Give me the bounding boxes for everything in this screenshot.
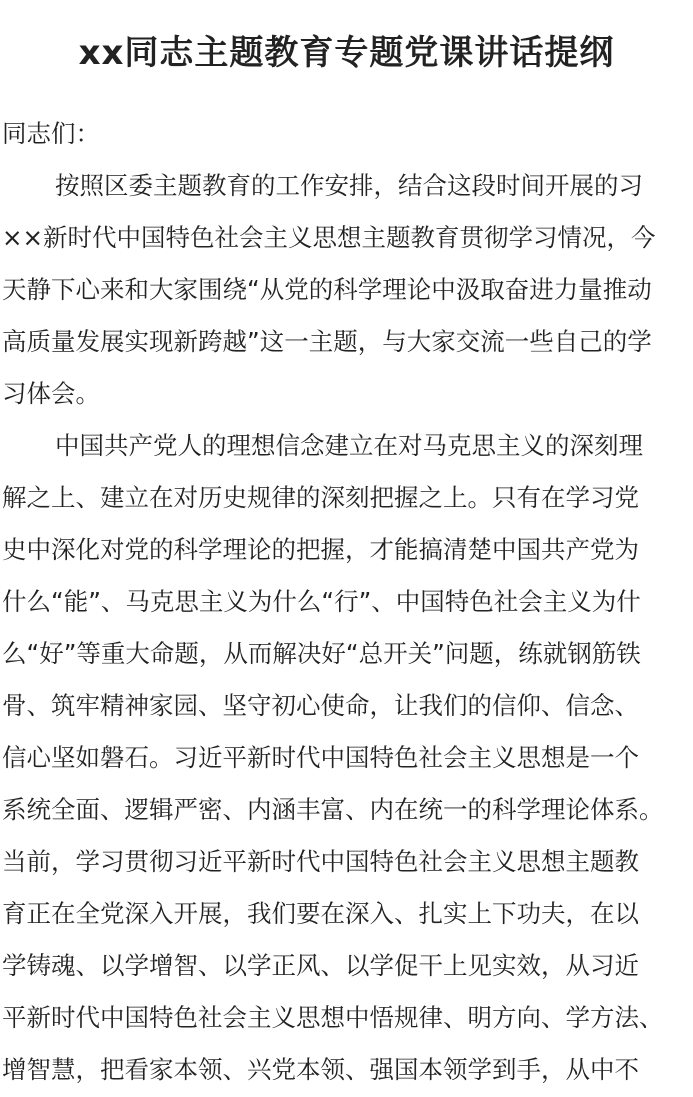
salutation-line: 同志们： [2, 119, 100, 148]
paragraph-line: 天静下心来和大家围绕“从党的科学理论中汲取奋进力量推动 [2, 275, 652, 304]
paragraph-line: ××新时代中国特色社会主义思想主题教育贯彻学习情况，今 [2, 223, 656, 252]
paragraph-line: 当前，学习贯彻习近平新时代中国特色社会主义思想主题教 [2, 847, 639, 876]
paragraph-line: 中国共产党人的理想信念建立在对马克思主义的深刻理 [55, 431, 643, 460]
paragraph-line: 骨、筑牢精神家园、坚守初心使命，让我们的信仰、信念、 [2, 691, 639, 720]
document-title: xx同志主题教育专题党课讲话提纲 [78, 33, 615, 73]
paragraph-line: 平新时代中国特色社会主义思想中悟规律、明方向、学方法、 [2, 1003, 664, 1032]
paragraph-line: 么“好”等重大命题，从而解决好“总开关”问题，练就钢筋铁 [2, 639, 641, 668]
paragraph-line: 按照区委主题教育的工作安排，结合这段时间开展的习 [55, 171, 643, 200]
paragraph-line: 什么“能”、马克思主义为什么“行”、中国特色社会主义为什 [2, 587, 641, 616]
paragraph-line: 学铸魂、以学增智、以学正风、以学促干上见实效，从习近 [2, 951, 639, 980]
paragraph-line: 增智慧，把看家本领、兴党本领、强国本领学到手，从中不 [2, 1055, 639, 1084]
paragraph-line: 系统全面、逻辑严密、内涵丰富、内在统一的科学理论体系。 [2, 795, 664, 824]
paragraph-line: 习体会。 [2, 379, 100, 408]
paragraph-line: 解之上、建立在对历史规律的深刻把握之上。只有在学习党 [2, 483, 639, 512]
document-body [2, 108, 692, 1096]
paragraph-line: 史中深化对党的科学理论的把握，才能搞清楚中国共产党为 [2, 535, 639, 564]
paragraph-line: 信心坚如磐石。习近平新时代中国特色社会主义思想是一个 [2, 743, 639, 772]
paragraph-line: 育正在全党深入开展，我们要在深入、扎实上下功夫，在以 [2, 899, 639, 928]
paragraph-line: 高质量发展实现新跨越”这一主题，与大家交流一些自己的学 [2, 327, 652, 356]
